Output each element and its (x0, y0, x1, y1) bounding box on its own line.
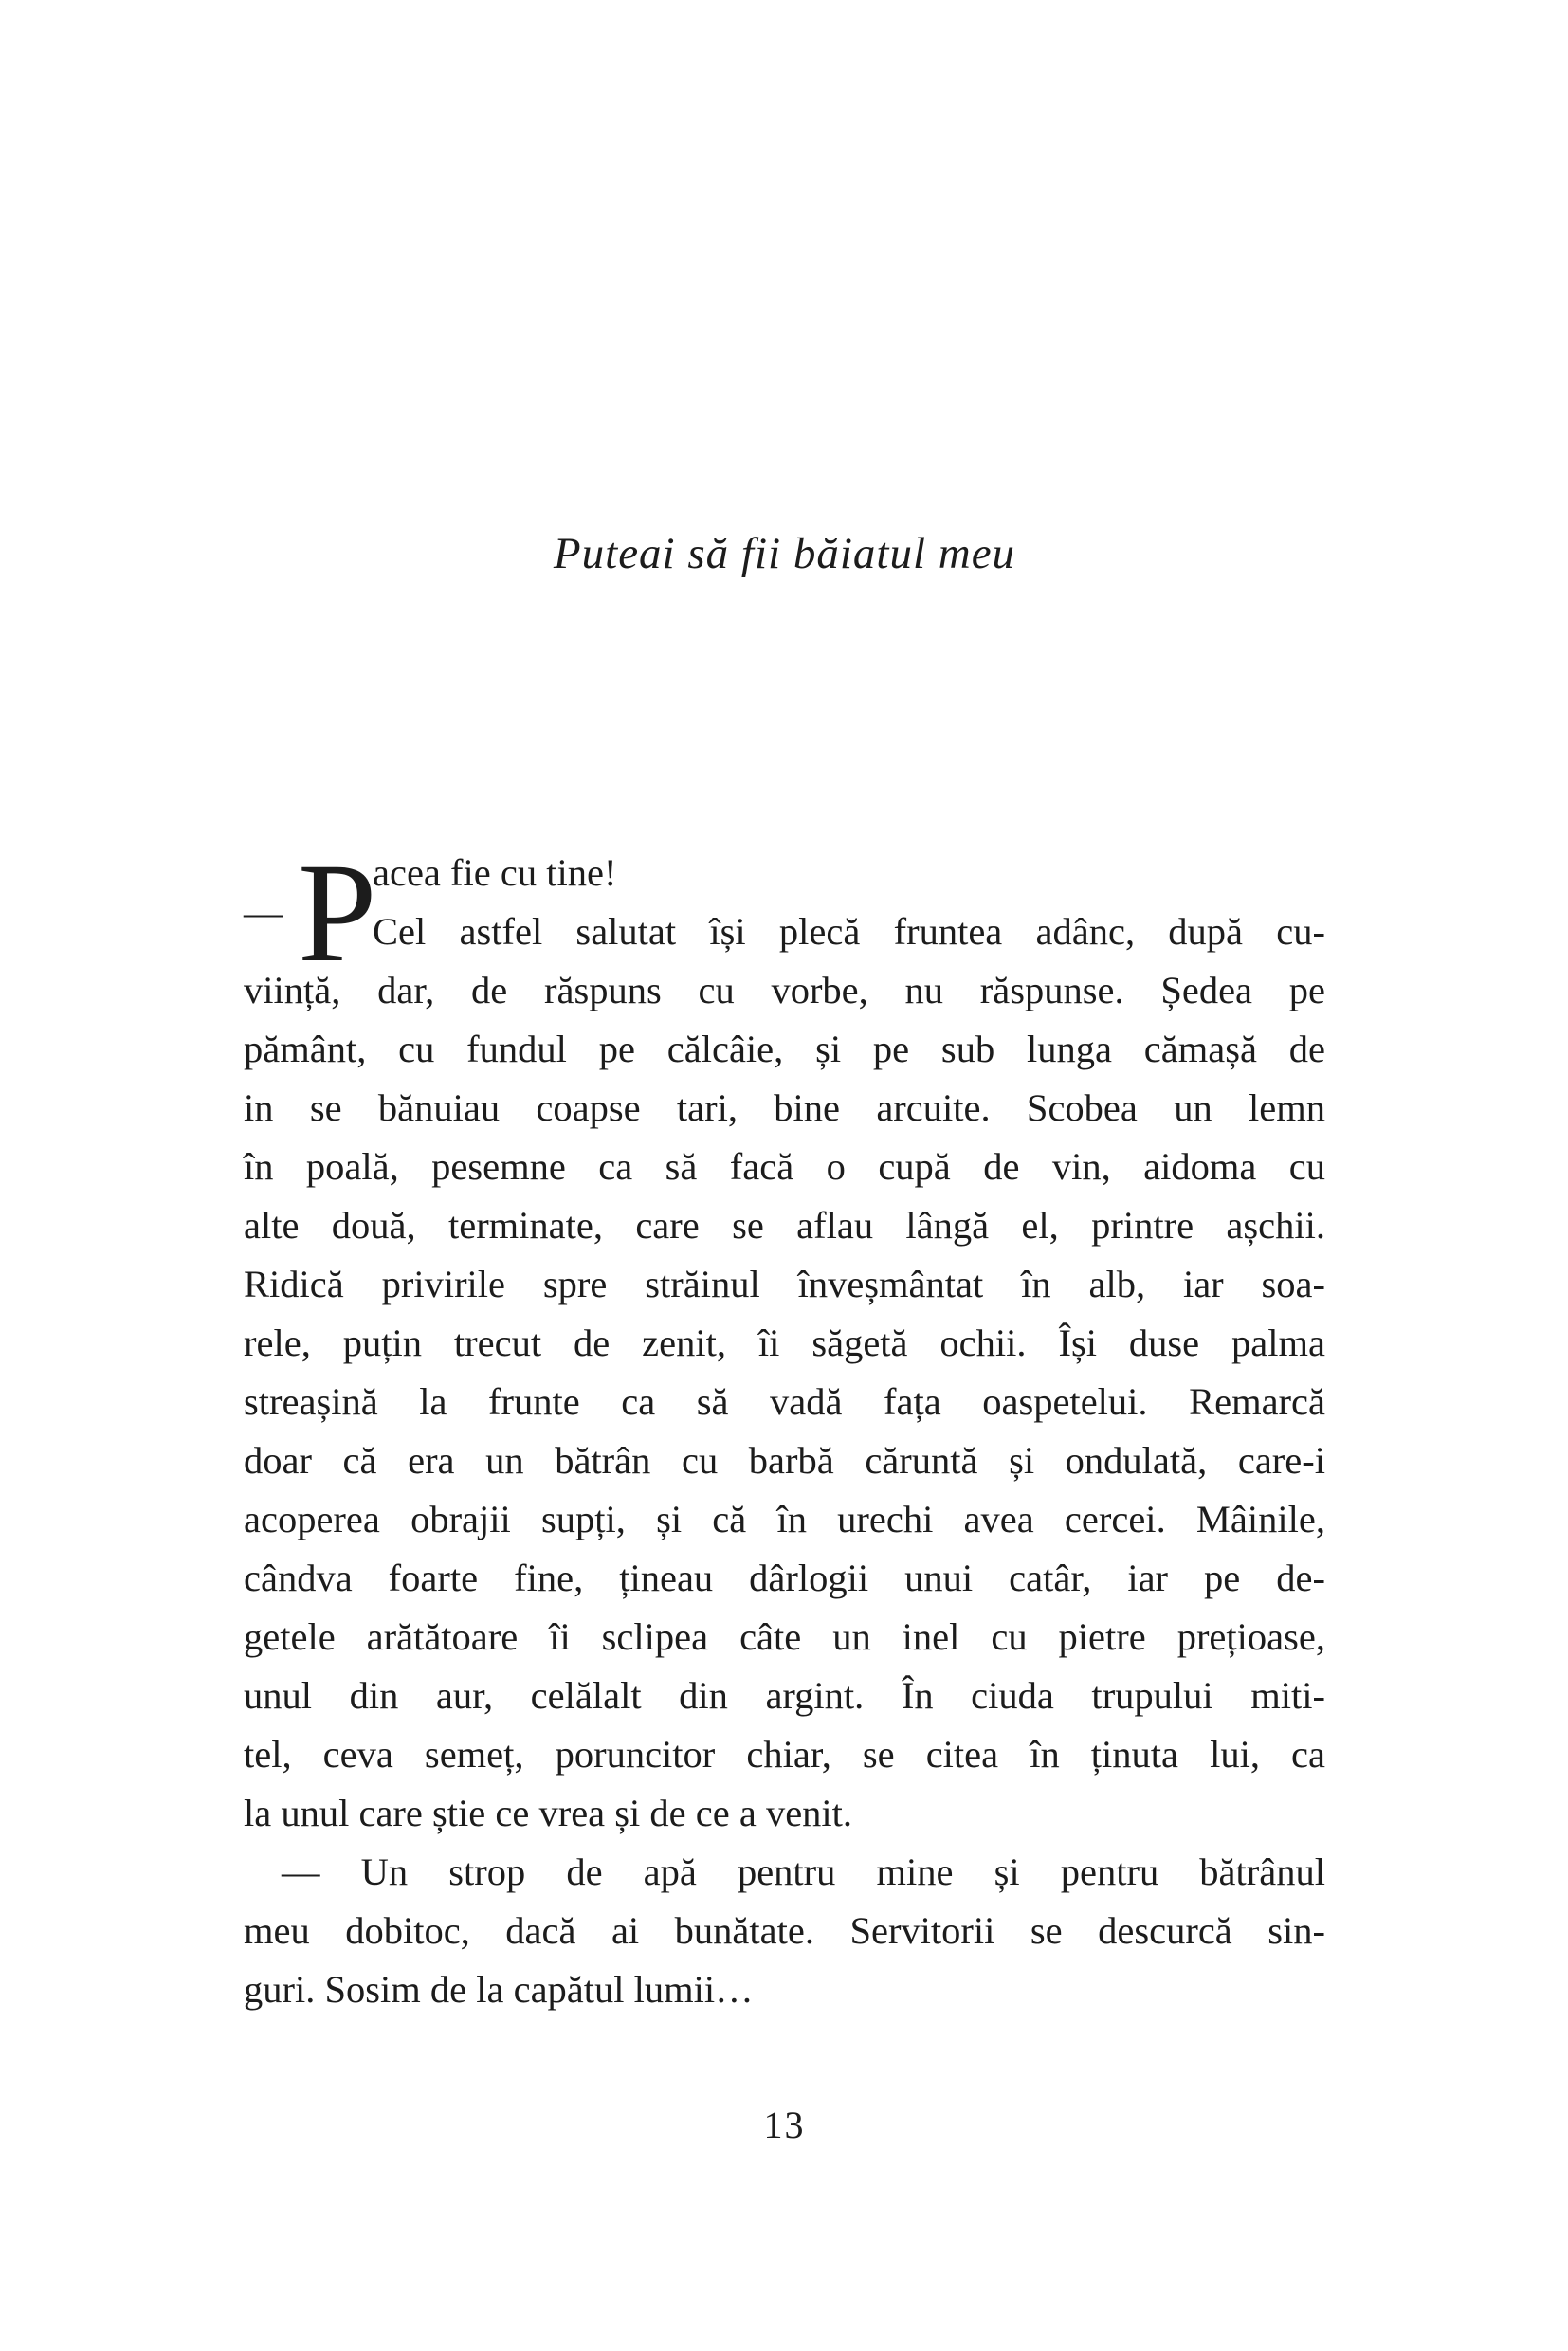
body-line: cândva foarte fine, țineau dârlogii unui catâr, iar pe de- (244, 1557, 1325, 1599)
body-line: la unul care știe ce vrea și de ce a venit. (244, 1792, 853, 1834)
body-line: meu dobitoc, dacă ai bunătate. Servitorii se descurcă sin- (244, 1909, 1325, 1952)
body-line: — Un strop de apă pentru mine și pentru bătrânul (282, 1850, 1325, 1893)
body-line: acoperea obrajii supți, și că în urechi avea cercei. Mâinile, (244, 1498, 1325, 1540)
drop-cap-letter: P (298, 834, 377, 992)
body-line: Cel astfel salutat își plecă fruntea adânc, după cu- (373, 910, 1325, 953)
body-line: Ridică privirile spre străinul înveșmântat în alb, iar soa- (244, 1263, 1325, 1305)
body-line: pământ, cu fundul pe călcâie, și pe sub lunga cămașă de (244, 1028, 1325, 1070)
body-line: unul din aur, celălalt din argint. În ciuda trupului miti- (244, 1674, 1325, 1717)
body-line: în poală, pesemne ca să facă o cupă de vin, aidoma cu (244, 1145, 1325, 1188)
chapter-title: Puteai să fii băiatul meu (553, 529, 1016, 578)
body-line: doar că era un bătrân cu barbă căruntă și ondulată, care-i (244, 1439, 1325, 1482)
page-number: 13 (763, 2104, 806, 2146)
body-line: alte două, terminate, care se aflau lângă el, printre așchii. (244, 1204, 1325, 1247)
dialogue-dash: — (244, 890, 283, 934)
body-line: rele, puțin trecut de zenit, îi săgetă ochii. Își duse palma (244, 1321, 1325, 1364)
body-line: streașină la frunte ca să vadă fața oaspetelui. Remarcă (244, 1380, 1325, 1423)
body-line: guri. Sosim de la capătul lumii… (244, 1968, 754, 2011)
body-line: tel, ceva semeț, poruncitor chiar, se citea în ținuta lui, ca (244, 1733, 1325, 1776)
body-text (244, 834, 1325, 2019)
body-line: acea fie cu tine! (373, 851, 617, 894)
body-line: in se bănuiau coapse tari, bine arcuite. Scobea un lemn (244, 1086, 1325, 1129)
body-line: getele arătătoare îi sclipea câte un inel cu pietre prețioase, (244, 1615, 1325, 1658)
body-line: viință, dar, de răspuns cu vorbe, nu răspunse. Ședea pe (244, 969, 1325, 1011)
